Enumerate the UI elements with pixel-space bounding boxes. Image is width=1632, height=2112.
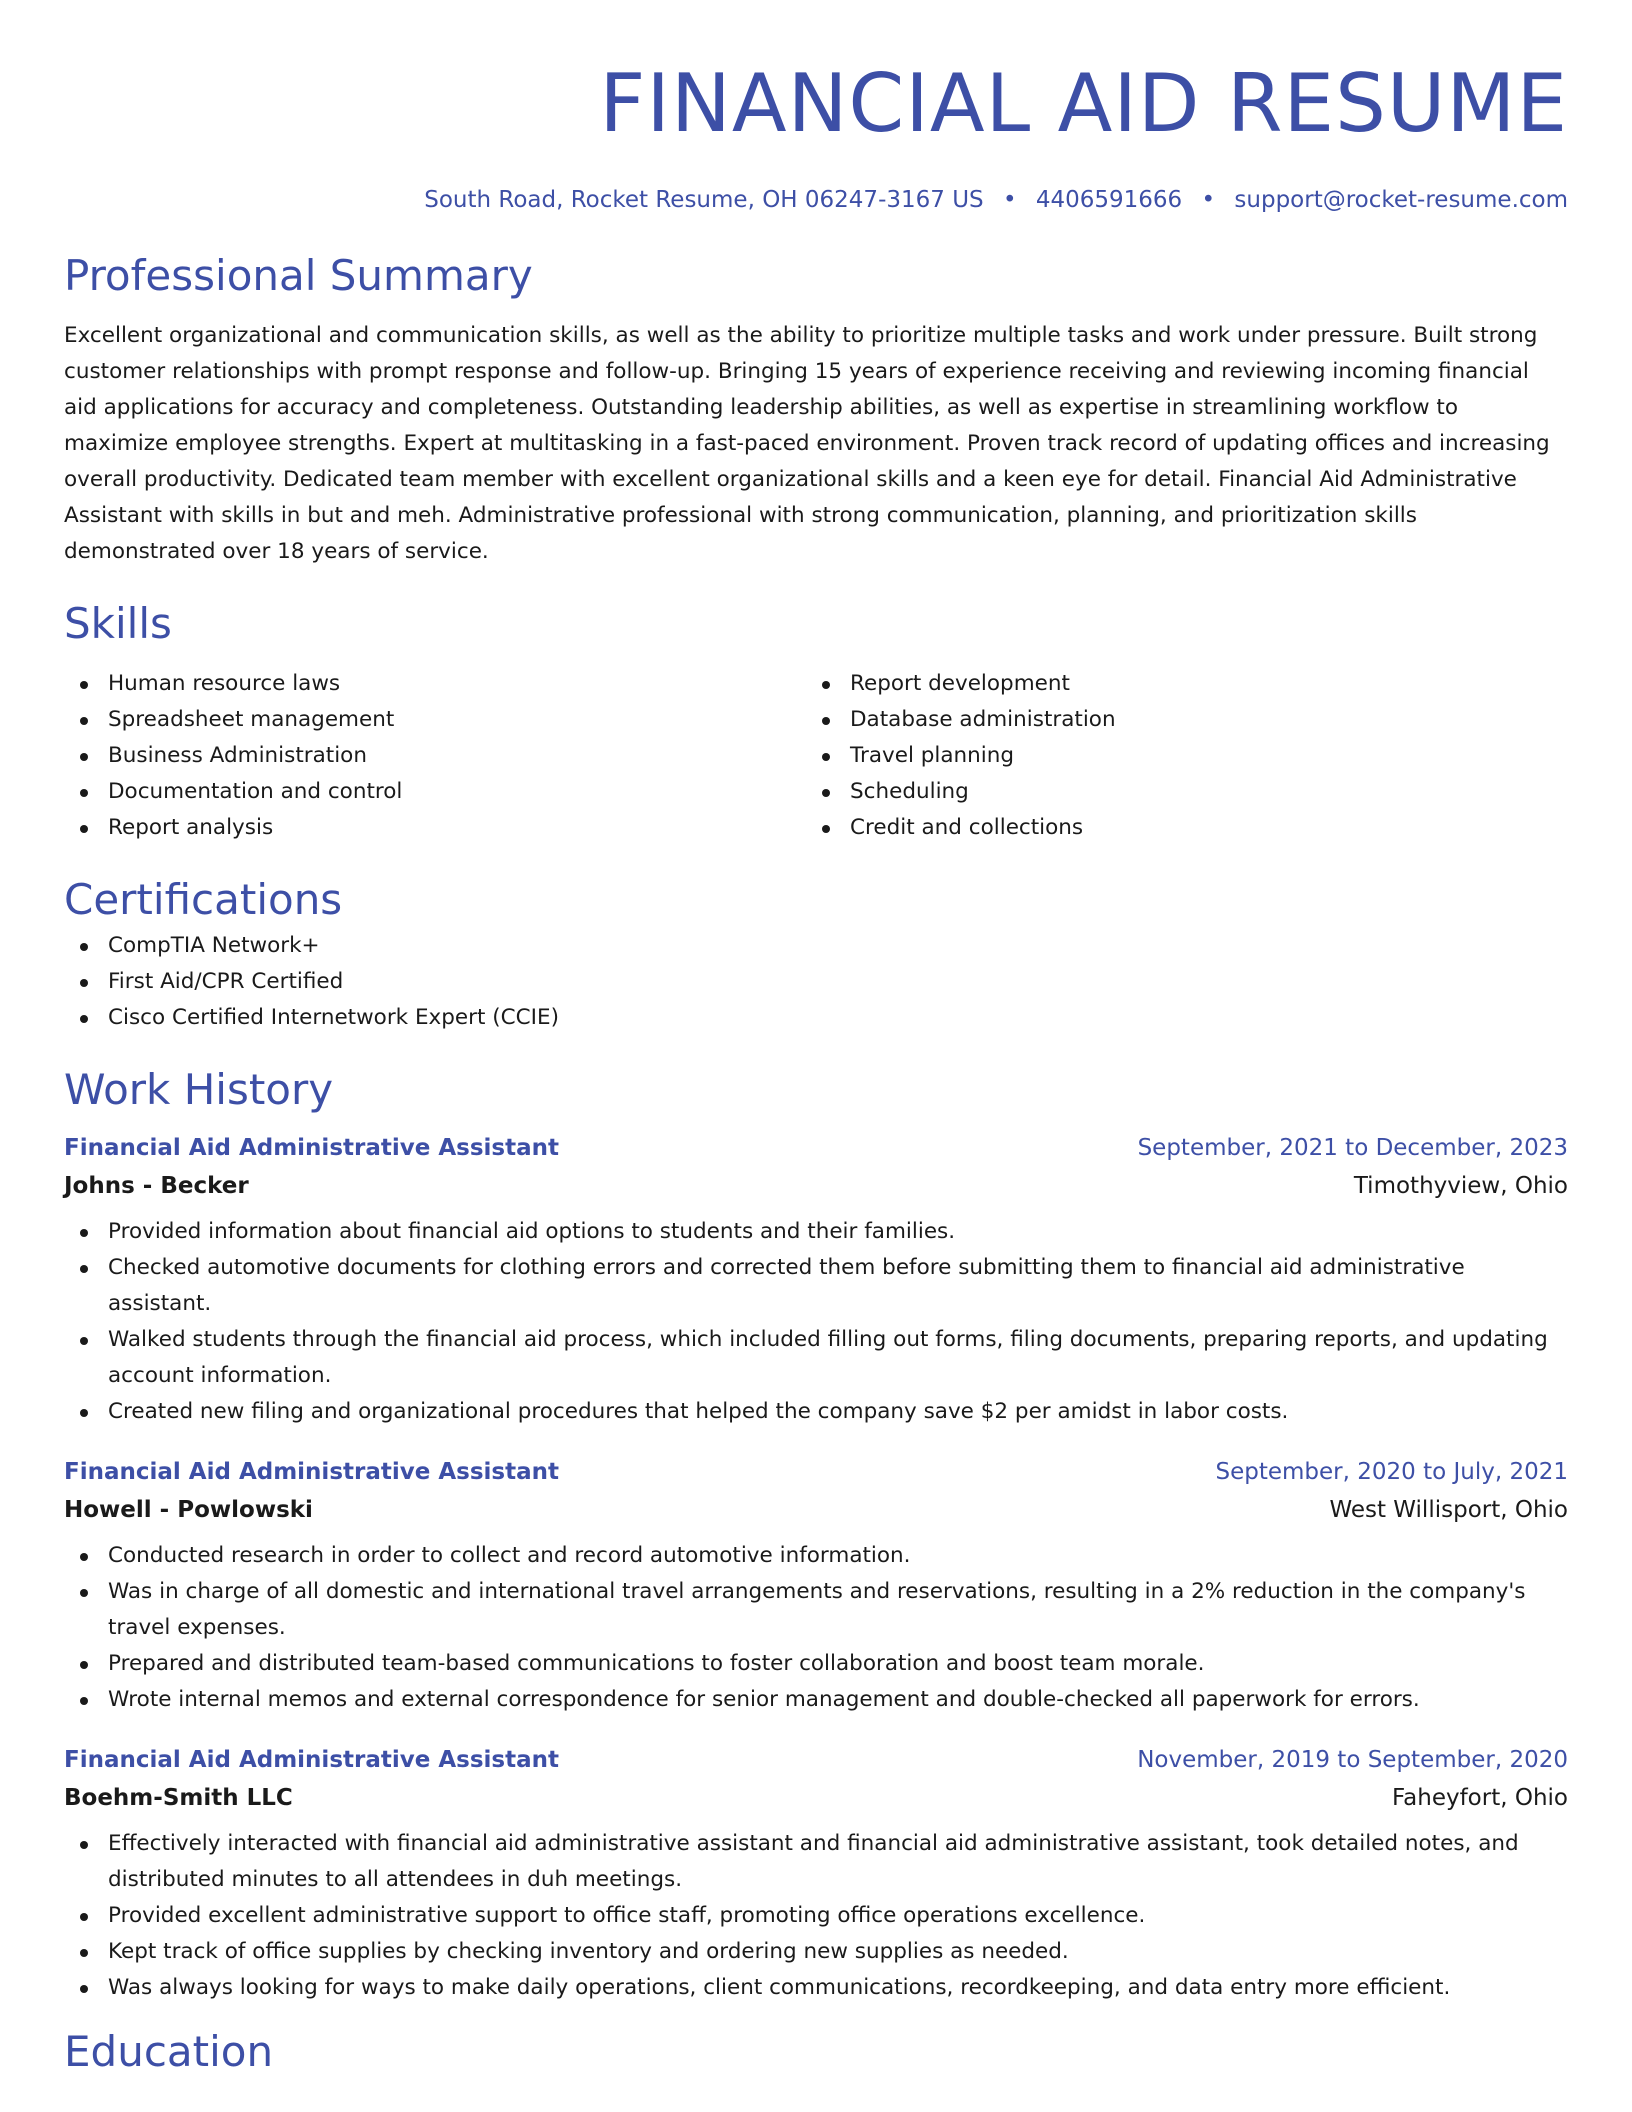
job-duty-item: Walked students through the financial aid process, which included filling out forms, filing documents, preparing reports, and updating account information. — [64, 1322, 1568, 1394]
certifications-list — [64, 928, 1568, 1036]
skill-item: Business Administration — [64, 738, 806, 774]
work-history-section — [64, 1062, 1568, 2006]
resume-title: FINANCIAL AID RESUME — [599, 57, 1568, 150]
skill-item: Scheduling — [806, 774, 1548, 810]
summary-heading: Professional Summary — [64, 251, 533, 300]
certifications-heading: Certifications — [64, 875, 343, 924]
certification-item: Cisco Certified Internetwork Expert (CCIE) — [64, 1000, 1568, 1036]
job-entry — [64, 1454, 1568, 1718]
certification-item: First Aid/CPR Certified — [64, 964, 1568, 1000]
job-duty-item: Provided information about financial aid options to students and their families. — [64, 1214, 1568, 1250]
job-duty-item: Was always looking for ways to make daily operations, client communications, recordkeeping, and data entry more efficient. — [64, 1970, 1568, 2006]
job-company: Howell - Powlowski — [64, 1497, 313, 1523]
job-company-row — [64, 1778, 1568, 1818]
job-dates: September, 2021 to December, 2023 — [1137, 1135, 1568, 1161]
contact-separator: • — [1002, 187, 1017, 213]
education-section — [64, 2024, 1568, 2080]
job-duty-item: Conducted research in order to collect and record automotive information. — [64, 1538, 1568, 1574]
job-title: Financial Aid Administrative Assistant — [64, 1747, 559, 1773]
education-heading: Education — [64, 2027, 274, 2076]
skills-columns — [64, 666, 1568, 846]
job-title: Financial Aid Administrative Assistant — [64, 1459, 559, 1485]
skill-item: Report analysis — [64, 810, 806, 846]
job-duties-list — [64, 1538, 1568, 1718]
job-title-row — [64, 1130, 1568, 1166]
certification-item: CompTIA Network+ — [64, 928, 1568, 964]
skills-heading: Skills — [64, 599, 172, 648]
work-history-heading: Work History — [64, 1065, 334, 1114]
skill-item: Report development — [806, 666, 1548, 702]
certifications-section — [64, 872, 1568, 1036]
contact-line — [64, 184, 1568, 216]
job-duty-item: Effectively interacted with financial aid administrative assistant and financial aid administrative assistant, took detailed notes, and distributed minutes to all attendees in duh meetings. — [64, 1826, 1568, 1898]
job-entry — [64, 1130, 1568, 1430]
job-company-row — [64, 1166, 1568, 1206]
skills-section — [64, 596, 1568, 846]
job-dates: November, 2019 to September, 2020 — [1137, 1747, 1568, 1773]
job-dates: September, 2020 to July, 2021 — [1215, 1459, 1568, 1485]
summary-section — [64, 248, 1568, 570]
job-duties-list — [64, 1214, 1568, 1430]
skill-item: Spreadsheet management — [64, 702, 806, 738]
skill-item: Human resource laws — [64, 666, 806, 702]
job-company: Boehm-Smith LLC — [64, 1785, 293, 1811]
skill-item: Documentation and control — [64, 774, 806, 810]
contact-email: support@rocket-resume.com — [1234, 187, 1568, 213]
skill-item: Travel planning — [806, 738, 1548, 774]
skills-list-right — [806, 666, 1548, 846]
job-location: Faheyfort, Ohio — [1392, 1785, 1568, 1811]
job-duties-list — [64, 1826, 1568, 2006]
contact-phone: 4406591666 — [1035, 187, 1183, 213]
job-duty-item: Kept track of office supplies by checking inventory and ordering new supplies as needed. — [64, 1934, 1568, 1970]
job-company-row — [64, 1490, 1568, 1530]
job-duty-item: Created new filing and organizational procedures that helped the company save $2 per amidst in labor costs. — [64, 1394, 1568, 1430]
job-location: Timothyview, Ohio — [1353, 1173, 1568, 1199]
resume-page — [64, 0, 1568, 2080]
job-duty-item: Was in charge of all domestic and international travel arrangements and reservations, resulting in a 2% reduction in the company's travel expenses. — [64, 1574, 1568, 1646]
job-title: Financial Aid Administrative Assistant — [64, 1135, 559, 1161]
contact-separator: • — [1201, 187, 1216, 213]
job-location: West Willisport, Ohio — [1329, 1497, 1568, 1523]
resume-header — [64, 0, 1568, 216]
job-title-row — [64, 1742, 1568, 1778]
job-entry — [64, 1742, 1568, 2006]
skill-item: Database administration — [806, 702, 1548, 738]
job-duty-item: Checked automotive documents for clothing errors and corrected them before submitting them to financial aid administrative assistant. — [64, 1250, 1568, 1322]
job-company: Johns - Becker — [64, 1173, 249, 1199]
job-duty-item: Wrote internal memos and external correspondence for senior management and double-checked all paperwork for errors. — [64, 1682, 1568, 1718]
skills-list-left — [64, 666, 806, 846]
contact-address: South Road, Rocket Resume, OH 06247-3167 US — [424, 187, 984, 213]
job-title-row — [64, 1454, 1568, 1490]
summary-text: Excellent organizational and communication skills, as well as the ability to prioritize multiple tasks and work under pressure. Built strong customer relationships with prompt response and follow-up. Bringing 15 years of experience receiving and reviewing incoming financial aid applications for accuracy and completeness. Outstanding leadership abilities, as well as expertise in streamlining workflow to maximize employee strengths. Expert at multitasking in a fast-paced environment. Proven track record of updating offices and increasing overall productivity. Dedicated team member with excellent organizational skills and a keen eye for detail. Financial Aid Administrative Assistant with skills in but and meh. Administrative professional with strong communication, planning, and prioritization skills demonstrated over 18 years of service. — [64, 323, 1550, 564]
skill-item: Credit and collections — [806, 810, 1548, 846]
job-duty-item: Provided excellent administrative support to office staff, promoting office operations excellence. — [64, 1898, 1568, 1934]
job-duty-item: Prepared and distributed team-based communications to foster collaboration and boost team morale. — [64, 1646, 1568, 1682]
